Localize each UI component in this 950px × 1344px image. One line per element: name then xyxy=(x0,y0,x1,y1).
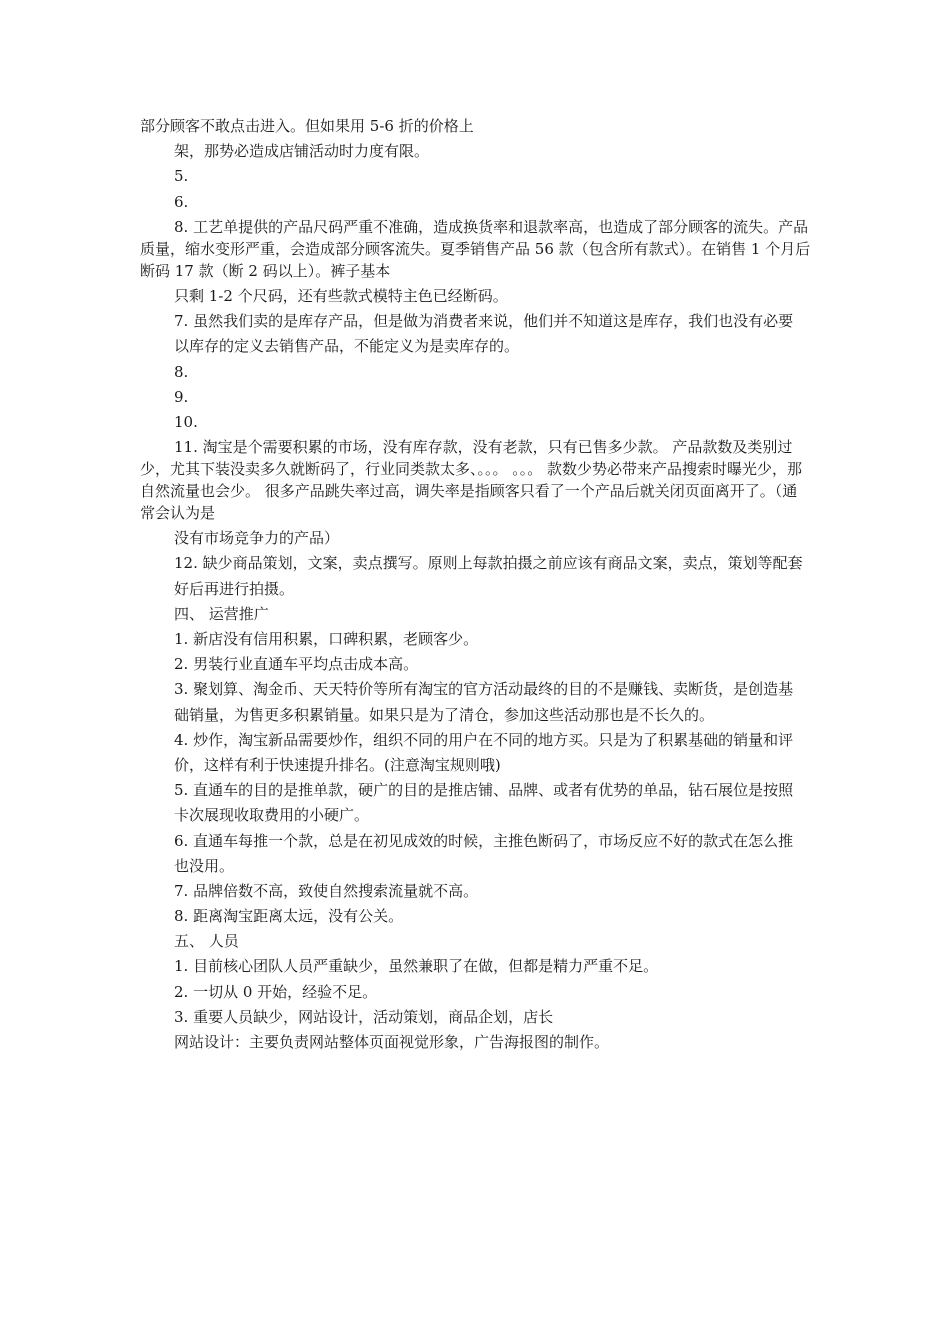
paragraph: 8. xyxy=(174,362,189,381)
paragraph: 2. 男装行业直通车平均点击成本高。 xyxy=(174,655,419,674)
paragraph: 1. 新店没有信用积累，口碑积累，老顾客少。 xyxy=(174,630,479,648)
paragraph: 以库存的定义去销售产品，不能定义为是卖库存的。 xyxy=(174,337,520,356)
paragraph: 10. xyxy=(174,412,198,431)
paragraph: 五、 人员 xyxy=(174,932,239,951)
paragraph: 只剩 1-2 个尺码，还有些款式模特主色已经断码。 xyxy=(174,286,508,305)
paragraph: 6. 直通车每推一个款，总是在初见成效的时候，主推色断码了，市场反应不好的款式在怎么推 xyxy=(174,831,794,850)
paragraph: 6. xyxy=(174,192,189,211)
paragraph: 架，那势必造成店铺活动时力度有限。 xyxy=(174,142,430,161)
paragraph: 四、 运营推广 xyxy=(174,604,269,623)
paragraph: 卡次展现收取费用的小硬广。 xyxy=(174,806,370,825)
paragraph: 5. 直通车的目的是推单款，硬广的目的是推店铺、品牌、或者有优势的单品，钻石展位是按照 xyxy=(174,781,794,800)
paragraph: 价，这样有利于快速提升排名。(注意淘宝规则哦) xyxy=(174,755,501,774)
paragraph: 3. 聚划算、淘金币、天天特价等所有淘宝的官方活动最终的目的不是赚钱、卖断货，是创造基 xyxy=(174,680,794,699)
paragraph: 7. 品牌倍数不高，致使自然搜索流量就不高。 xyxy=(174,881,479,900)
paragraph: 7. 虽然我们卖的是库存产品，但是做为消费者来说，他们并不知道这是库存，我们也没有必要 xyxy=(174,312,794,331)
paragraph: 5. xyxy=(174,167,189,186)
paragraph: 8. 距离淘宝距离太远，没有公关。 xyxy=(174,907,404,926)
paragraph: 2. 一切从 0 开始，经验不足。 xyxy=(174,982,378,1001)
paragraph: 没有市场竞争力的产品） xyxy=(174,529,340,548)
paragraph: 4. 炒作，淘宝新品需要炒作，组织不同的用户在不同的地方买。只是为了积累基础的销量和评 xyxy=(174,730,794,749)
paragraph: 9. xyxy=(174,387,189,406)
paragraph: 网站设计：主要负责网站整体页面视觉形象，广告海报图的制作。 xyxy=(174,1033,610,1051)
paragraph: 11. 淘宝是个需要积累的市场，没有库存款，没有老款，只有已售多少款。 产品款数及类别过少，尤其下装没卖多久就断码了，行业同类款太多、。。。 。。。 款数少势必带来产品搜索时曝光少，那自然流量也会少。 很多产品跳失率过高，调失率是指顾客只看了一个产品后就关闭页面离开了。（通常会认为是 xyxy=(140,438,803,523)
paragraph: 部分顾客不敢点击进入。但如果用 5-6 折的价格上 xyxy=(140,117,474,135)
paragraph: 也没用。 xyxy=(174,856,235,875)
paragraph: 1. 目前核心团队人员严重缺少，虽然兼职了在做，但都是精力严重不足。 xyxy=(174,957,659,976)
paragraph: 好后再进行拍摄。 xyxy=(174,579,295,598)
paragraph: 3. 重要人员缺少，网站设计，活动策划，商品企划，店长 xyxy=(174,1007,554,1026)
paragraph: 础销量，为售更多积累销量。如果只是为了清仓，参加这些活动那也是不长久的。 xyxy=(174,705,715,724)
paragraph: 8. 工艺单提供的产品尺码严重不准确，造成换货率和退款率高，也造成了部分顾客的流失。产品质量，缩水变形严重，会造成部分顾客流失。夏季销售产品 56 款（包含所有款式）。在销售 1 个月后断码 17 款（断 2 码以上）。裤子基本 xyxy=(140,217,811,280)
paragraph: 12. 缺少商品策划，文案，卖点撰写。原则上每款拍摄之前应该有商品文案，卖点，策划等配套 xyxy=(174,554,803,573)
document-body xyxy=(140,115,812,1056)
